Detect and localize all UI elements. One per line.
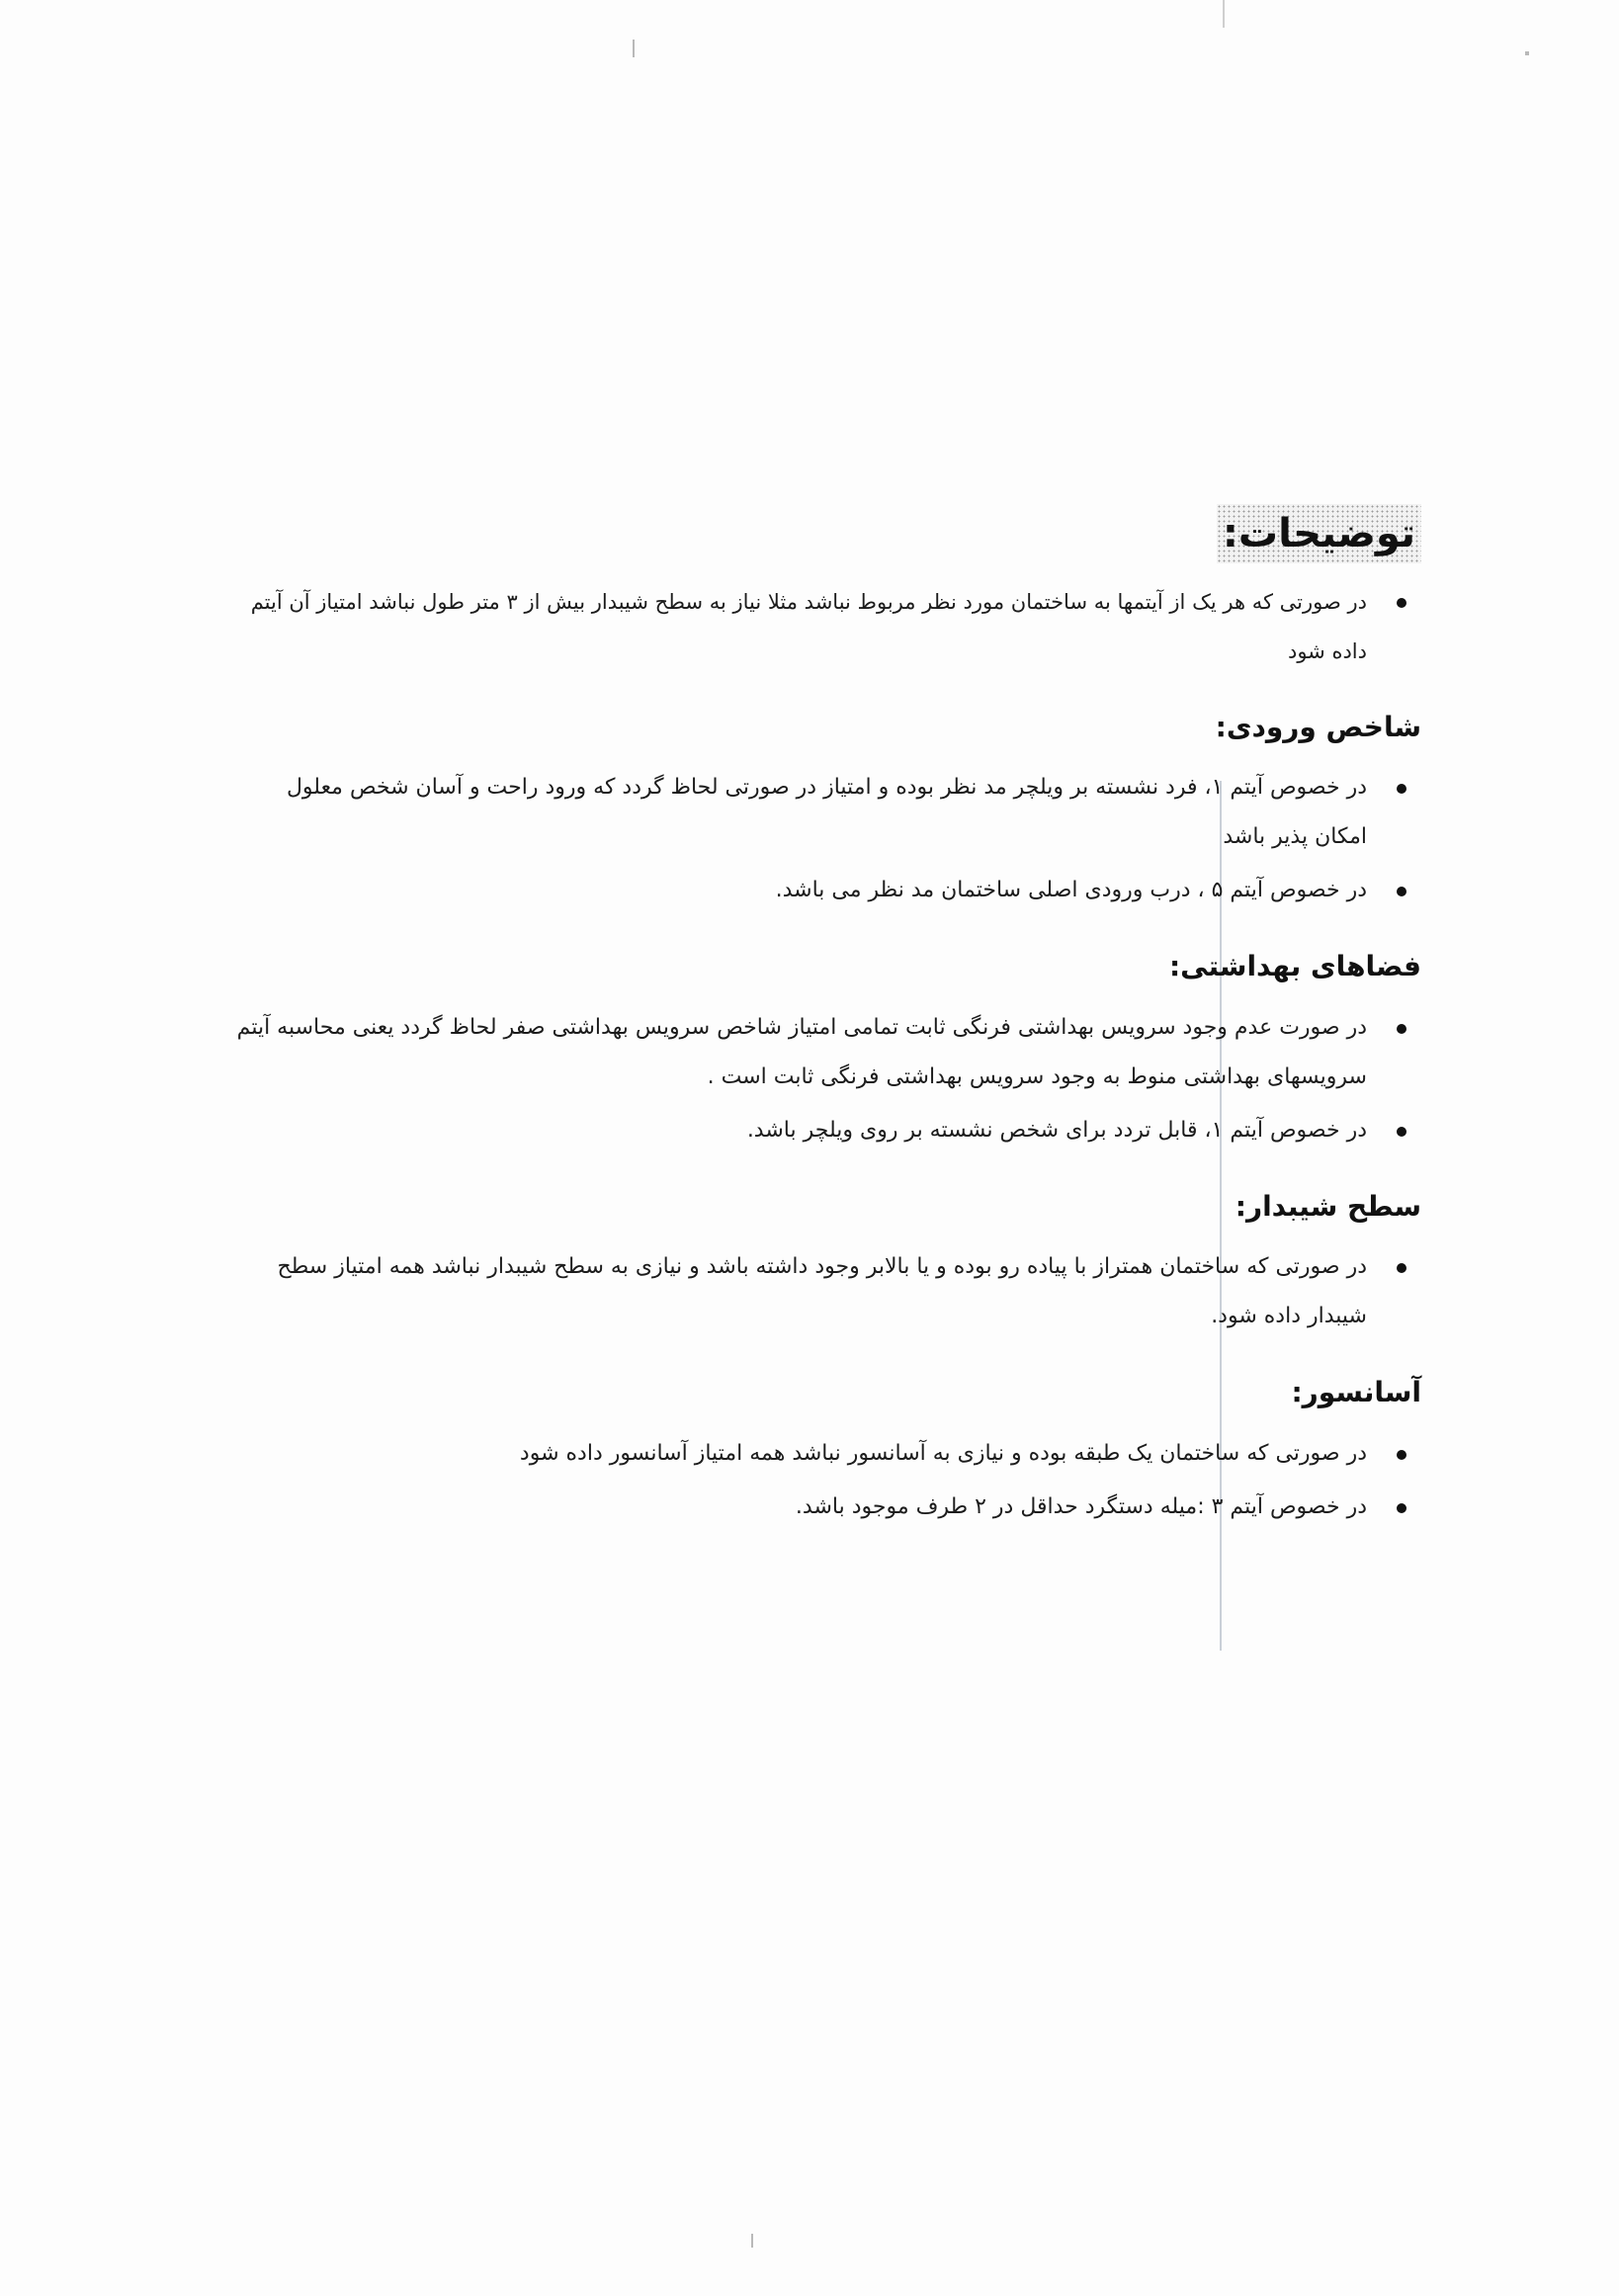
document-body (235, 504, 1421, 1566)
sanitary-list (235, 1003, 1421, 1155)
section-entrance (235, 710, 1421, 915)
section-elevator (235, 1375, 1421, 1531)
list-item: در خصوص آیتم ۱، قابل تردد برای شخص نشسته بر روی ویلچر باشد. (235, 1106, 1367, 1155)
ramp-list (235, 1242, 1421, 1341)
entrance-list (235, 763, 1421, 915)
list-item: در صورتی که ساختمان یک طبقه بوده و نیازی به آسانسور نباشد همه امتیاز آسانسور داده شود (235, 1429, 1367, 1479)
notes-title: توضیحات: (1217, 504, 1421, 563)
section-ramp (235, 1189, 1421, 1341)
scan-artifact-dot (751, 2234, 753, 2248)
list-item: در صورت عدم وجود سرویس بهداشتی فرنگی ثابت تمامی امتیاز شاخص سرویس بهداشتی صفر لحاظ گردد یعنی محاسبه آیتم سرویسهای بهداشتی منوط به وجود سرویس بهداشتی فرنگی ثابت است . (235, 1003, 1367, 1102)
scan-artifact-dot (633, 40, 635, 57)
list-item: در خصوص آیتم ۱، فرد نشسته بر ویلچر مد نظر بوده و امتیاز در صورتی لحاظ گردد که ورود راحت و آسان شخص معلول امکان پذیر باشد (235, 763, 1367, 862)
scan-artifact-top-line (1223, 0, 1225, 28)
scan-artifact-dot (1525, 51, 1529, 55)
entrance-title: شاخص ورودی: (1215, 711, 1421, 743)
list-item: در خصوص آیتم ۵ ، درب ورودی اصلی ساختمان مد نظر می باشد. (235, 866, 1367, 915)
list-item: در صورتی که ساختمان همتراز با پیاده رو بوده و یا بالابر وجود داشته باشد و نیازی به سطح شیبدار نباشد همه امتیاز سطح شیبدار داده شود. (235, 1242, 1367, 1341)
sanitary-title: فضاهای بهداشتی: (1168, 950, 1421, 983)
ramp-title: سطح شیبدار: (1235, 1189, 1421, 1223)
section-sanitary (235, 949, 1421, 1154)
list-item: در صورتی که هر یک از آیتمها به ساختمان مورد نظر مربوط نباشد مثلا نیاز به سطح شیبدار بیش از ۳ متر طول نباشد امتیاز آن آیتم داده شود (235, 577, 1367, 676)
list-item: در خصوص آیتم ۳ :میله دستگرد حداقل در ۲ طرف موجود باشد. (235, 1483, 1367, 1532)
section-notes (235, 504, 1421, 676)
notes-list (235, 577, 1421, 676)
elevator-title: آسانسور: (1291, 1376, 1421, 1409)
elevator-list (235, 1429, 1421, 1532)
